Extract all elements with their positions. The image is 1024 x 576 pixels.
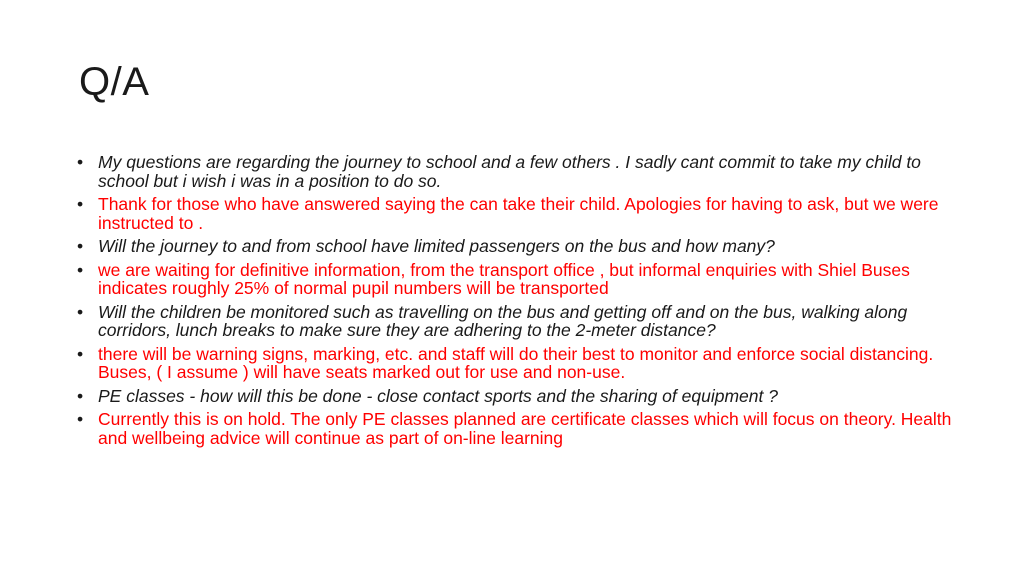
- bullet-dot-icon: •: [77, 194, 84, 214]
- answer-bullet-2: [76, 261, 956, 298]
- question-bullet-2: [76, 237, 956, 256]
- answer-bullet-1: [76, 195, 956, 232]
- question-text-1: My questions are regarding the journey to school and a few others . I sadly cant commit to take my child to school but i wish i was in a position to do so.: [98, 152, 921, 191]
- question-text-4: PE classes - how will this be done - close contact sports and the sharing of equipment ?: [98, 385, 778, 406]
- answer-text-2: we are waiting for definitive information, from the transport office , but informal enquiries with Shiel Buses indicates roughly 25% of normal pupil numbers will be transported: [98, 259, 910, 298]
- bullet-dot-icon: •: [77, 409, 84, 429]
- question-bullet-3: [76, 303, 956, 340]
- question-bullet-1: [76, 153, 956, 190]
- bullet-dot-icon: •: [77, 343, 84, 364]
- answer-text-3: there will be warning signs, marking, etc. and staff will do their best to monitor and enforce social distancing. Buses, ( I assume ) will have seats marked out for use and non-use.: [98, 343, 934, 382]
- question-text-2: Will the journey to and from school have limited passengers on the bus and how many?: [98, 236, 775, 256]
- bullet-dot-icon: •: [77, 301, 84, 322]
- question-text-3: Will the children be monitored such as travelling on the bus and getting off and on the bus, walking along corridors, lunch breaks to make sure they are adhering to the 2-meter distance?: [98, 301, 908, 340]
- bullet-dot-icon: •: [77, 236, 84, 256]
- question-bullet-4: [76, 387, 956, 406]
- answer-bullet-4: [76, 410, 956, 447]
- bullet-dot-icon: •: [77, 385, 84, 406]
- bullet-dot-icon: •: [77, 259, 84, 280]
- slide-title: Q/A: [79, 60, 150, 104]
- answer-text-1: Thank for those who have answered saying the can take their child. Apologies for having to ask, but we were instructed to .: [98, 194, 939, 233]
- bullet-dot-icon: •: [77, 152, 84, 172]
- answer-bullet-3: [76, 345, 956, 382]
- answer-text-4: Currently this is on hold. The only PE classes planned are certificate classes which will focus on theory. Health and wellbeing advice will continue as part of on-line learning: [98, 409, 952, 448]
- qa-bullet-list: [76, 153, 956, 452]
